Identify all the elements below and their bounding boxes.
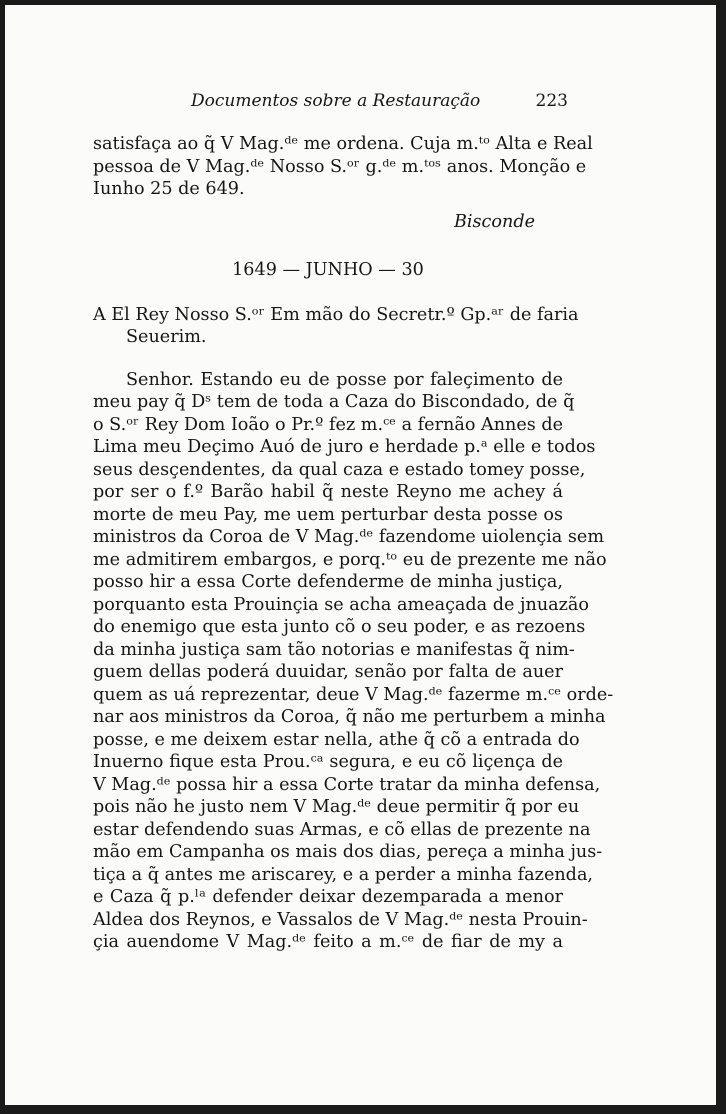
text-line: da minha justiça sam tão notorias e manifestas q̃ nim-	[93, 639, 575, 660]
text-line: Aldea dos Reynos, e Vassalos de V Mag.ᵈᵉ nesta Prouin-	[93, 909, 588, 930]
text-line: pois não he justo nem V Mag.ᵈᵉ deue permitir q̃ por eu	[93, 797, 580, 817]
document-dateline: 1649 — JUNHO — 30	[232, 260, 424, 280]
previous-letter-closing	[93, 133, 593, 233]
running-title: Documentos sobre a Restauração	[191, 91, 481, 111]
text-line: me admitirem embargos, e porq.ᵗᵒ eu de prezente me não	[93, 549, 607, 570]
text-line: morte de meu Pay, me uem perturbar desta posse os	[93, 504, 563, 525]
text-line: Senhor. Estando eu de posse por faleçimento de	[126, 369, 563, 390]
text-line: çia auendome V Mag.ᵈᵉ feito a m.ᶜᵉ de fiar de my a	[93, 932, 563, 952]
page-number: 223	[535, 91, 568, 111]
text-line: V Mag.ᵈᵉ possa hir a essa Corte tratar da minha defensa,	[93, 774, 601, 795]
text-line: e Caza q̃ p.ˡᵃ defender deixar dezemparada a menor	[93, 887, 563, 907]
text-line: posso hir a essa Corte defenderme de minha justiça,	[93, 572, 563, 592]
letter-body	[93, 369, 614, 954]
text-line: estar defendendo suas Armas, e cõ ellas de prezente na	[93, 819, 591, 840]
text-line: porquanto esta Prouinçia se acha ameaçada de jnuazão	[93, 594, 589, 615]
text-line: quem as uá reprezentar, deue V Mag.ᵈᵉ fazerme m.ᶜᵉ orde-	[93, 684, 614, 705]
address-line: A El Rey Nosso S.ᵒʳ Em mão do Secretr.º Gp.ᵃʳ de faria	[93, 304, 579, 325]
text-line: tiça a q̃ antes me ariscarey, e a perder a minha fazenda,	[93, 864, 594, 885]
signature: Bisconde	[453, 211, 535, 232]
text-line: Inuerno fique esta Prou.ᶜᵃ segura, e eu cõ liçença de	[93, 752, 563, 772]
text-line: o S.ᵒʳ Rey Dom Ioão o Pr.º fez m.ᶜᵉ a fernão Annes de	[93, 414, 564, 435]
letter-address	[93, 304, 579, 349]
text-line: do enemigo que esta junto cõ o seu poder, e as rezoens	[93, 617, 586, 637]
text-line: meu pay q̃ Dˢ tem de toda a Caza do Biscondado, de q̃	[93, 392, 575, 412]
text-line: satisfaça ao q̃ V Mag.ᵈᵉ me ordena. Cuja m.ᵗᵒ Alta e Real	[93, 134, 593, 154]
text-line: por ser o f.º Barão habil q̃ neste Reyno me achey á	[93, 482, 563, 502]
document-page	[5, 5, 716, 1105]
text-line: mão em Campanha os mais dos dias, pereça a minha jus-	[93, 842, 603, 862]
text-line: pessoa de V Mag.ᵈᵉ Nosso S.ᵒʳ g.ᵈᵉ m.ᵗᵒˢ anos. Monção e	[93, 156, 587, 177]
address-line: Seuerim.	[126, 327, 207, 347]
text-line: Iunho 25 de 649.	[93, 179, 245, 199]
text-line: nar aos ministros da Coroa, q̃ não me perturbem a minha	[93, 707, 606, 727]
text-line: seus desçendentes, da qual caza e estado tomey posse,	[93, 459, 586, 480]
running-header	[5, 91, 716, 117]
text-line: posse, e me deixem estar nella, athe q̃ cõ a entrada do	[93, 729, 580, 750]
text-line: guem dellas poderá duuidar, senão por falta de auer	[93, 662, 563, 682]
page-body	[93, 133, 614, 954]
text-line: ministros da Coroa de V Mag.ᵈᵉ fazendome uiolençia sem	[93, 527, 605, 547]
text-line: Lima meu Deçimo Auó de juro e herdade p.ᵃ elle e todos	[93, 437, 596, 457]
